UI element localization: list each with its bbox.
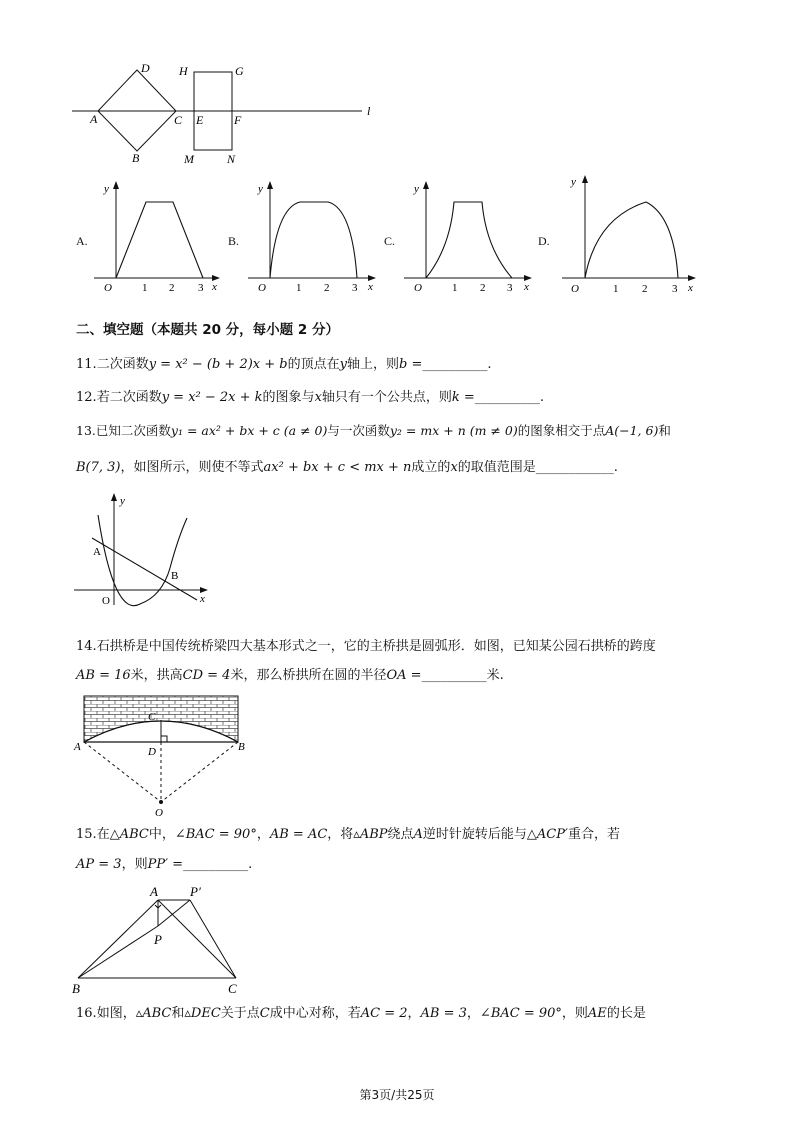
label-B: B [132, 151, 140, 165]
svg-text:x: x [368, 281, 373, 293]
svg-text:C: C [148, 711, 156, 723]
figure-q13-parabola-line [70, 490, 220, 610]
svg-text:O: O [414, 282, 422, 294]
svg-text:A: A [74, 741, 81, 753]
question-12: 12.若二次函数y = x² − 2x + k的图象与x轴只有一个公共点，则k =__________. [76, 390, 544, 405]
question-15-line2: AP = 3，则PP′ =__________. [76, 857, 253, 872]
answer-blank-11[interactable]: __________ [422, 357, 488, 372]
answer-blank-14[interactable]: __________ [421, 668, 487, 683]
figure-square-rectangle [70, 58, 390, 170]
svg-text:3: 3 [672, 283, 678, 295]
svg-text:B: B [238, 741, 245, 753]
svg-text:y: y [104, 183, 109, 195]
question-16: 16.如图，▵ABC和▵DEC关于点C成中心对称，若AC = 2，AB = 3，∠BAC = 90°，则AE的长是 [76, 1006, 646, 1021]
option-d-graph [558, 172, 700, 298]
option-c-letter: C. [384, 234, 396, 248]
label-D: D [141, 61, 150, 75]
label-C: C [174, 113, 183, 127]
svg-text:P: P [154, 932, 162, 947]
label-N: N [227, 152, 236, 166]
answer-blank-13[interactable]: ____________ [535, 460, 614, 475]
svg-text:2: 2 [169, 282, 175, 294]
label-G: G [235, 64, 244, 78]
label-A: A [90, 112, 98, 126]
figure-q14-arch-bridge [70, 690, 260, 820]
label-E: E [196, 113, 204, 127]
figure-q15-rotation [70, 876, 250, 998]
svg-text:A: A [93, 546, 101, 558]
svg-text:B: B [171, 570, 179, 582]
svg-text:y: y [120, 495, 125, 507]
svg-text:y: y [258, 183, 263, 195]
svg-text:2: 2 [642, 283, 648, 295]
svg-text:O: O [104, 282, 112, 294]
svg-text:x: x [200, 593, 205, 605]
svg-text:1: 1 [613, 283, 619, 295]
option-c-graph [400, 178, 534, 296]
svg-text:2: 2 [324, 282, 330, 294]
svg-text:y: y [571, 176, 576, 188]
svg-text:x: x [212, 281, 217, 293]
label-l: l [367, 104, 371, 118]
option-b-graph [244, 178, 378, 296]
answer-blank-15[interactable]: __________ [183, 857, 249, 872]
svg-text:y: y [414, 183, 419, 195]
label-H: H [179, 64, 188, 78]
question-11: 11.二次函数y = x² − (b + 2)x + b的顶点在y轴上，则b =__________. [76, 357, 492, 372]
svg-text:O: O [155, 807, 163, 819]
svg-text:x: x [688, 282, 693, 294]
svg-text:D: D [148, 746, 156, 758]
svg-text:1: 1 [452, 282, 458, 294]
question-14-line1: 14.石拱桥是中国传统桥梁四大基本形式之一，它的主桥拱是圆弧形．如图，已知某公园石拱桥的跨度 [76, 639, 656, 654]
svg-text:1: 1 [296, 282, 302, 294]
svg-text:B: B [72, 981, 80, 996]
answer-blank-12[interactable]: __________ [474, 390, 540, 405]
svg-text:3: 3 [352, 282, 358, 294]
option-a-graph [90, 178, 222, 296]
svg-text:2: 2 [480, 282, 486, 294]
option-d-letter: D. [538, 234, 550, 248]
question-15-line1: 15.在△ABC中，∠BAC = 90°，AB = AC，将▵ABP绕点A逆时针旋转后能与△ACP′重合，若 [76, 827, 620, 842]
label-F: F [234, 113, 242, 127]
svg-text:x: x [524, 281, 529, 293]
option-a-letter: A. [76, 234, 88, 248]
page-footer: 第3页/共25页 [359, 1088, 435, 1102]
question-14-line2: AB = 16米，拱高CD = 4米，那么桥拱所在圆的半径OA =__________米. [76, 668, 504, 683]
svg-text:3: 3 [507, 282, 513, 294]
option-b-letter: B. [228, 234, 240, 248]
svg-text:P′: P′ [190, 884, 201, 899]
svg-text:C: C [228, 981, 237, 996]
svg-text:A: A [150, 884, 158, 899]
svg-text:3: 3 [198, 282, 204, 294]
question-13-line1: 13.已知二次函数y₁ = ax² + bx + c (a ≠ 0)与一次函数y₂ = mx + n (m ≠ 0)的图象相交于点A(−1, 6)和 [76, 423, 671, 438]
section-title: 二、填空题（本题共 20 分，每小题 2 分） [76, 322, 339, 338]
svg-text:O: O [258, 282, 266, 294]
svg-text:1: 1 [142, 282, 148, 294]
svg-text:O: O [571, 283, 579, 295]
label-M: M [184, 152, 194, 166]
svg-text:O: O [102, 595, 110, 607]
question-13-line2: B(7, 3)，如图所示，则使不等式ax² + bx + c < mx + n成立的x的取值范围是____________. [76, 460, 618, 475]
